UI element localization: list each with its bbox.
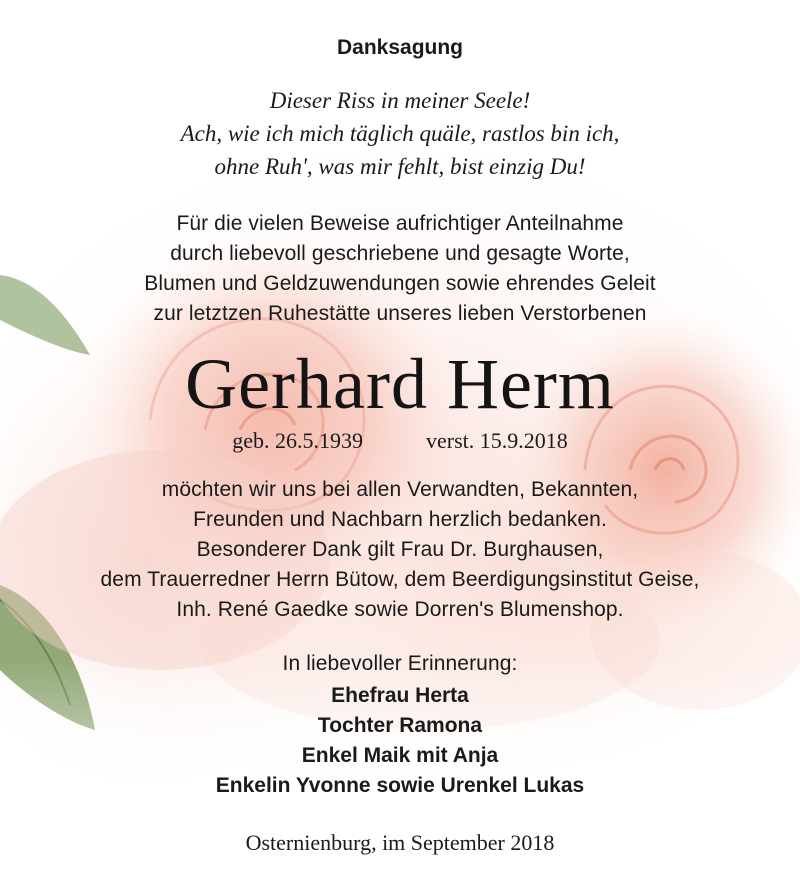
signer: Enkel Maik mit Anja	[301, 744, 499, 767]
heading: Danksagung	[336, 36, 464, 59]
intro-line: Blumen und Geldzuwendungen sowie ehrendes Geleit	[144, 272, 656, 295]
thanks-line: möchten wir uns bei allen Verwandten, Bekannten,	[161, 478, 639, 501]
poem-line: ohne Ruh', was mir fehlt, bist einzig Du!	[214, 154, 586, 179]
thanks-line: dem Trauerredner Herrn Bütow, dem Beerdigungsinstitut Geise,	[100, 568, 700, 591]
intro-line: zur letztzen Ruhestätte unseres lieben Verstorbenen	[153, 302, 647, 325]
thanks-line: Besonderer Dank gilt Frau Dr. Burghausen,	[196, 538, 604, 561]
poem-line: Dieser Riss in meiner Seele!	[269, 88, 531, 113]
birth-date: geb. 26.5.1939	[232, 428, 363, 453]
thanks-line: Inh. René Gaedke sowie Dorren's Blumenshop.	[176, 598, 624, 621]
poem-line: Ach, wie ich mich täglich quäle, rastlos bin ich,	[180, 121, 620, 146]
life-dates	[0, 428, 800, 454]
signer: Ehefrau Herta	[331, 684, 469, 707]
remembrance-label: In liebevoller Erinnerung:	[282, 652, 518, 675]
intro-line: Für die vielen Beweise aufrichtiger Anteilnahme	[176, 212, 624, 235]
place-and-date: Osternienburg, im September 2018	[245, 830, 555, 855]
deceased-name: Gerhard Herm	[185, 344, 615, 424]
death-date: verst. 15.9.2018	[426, 428, 568, 453]
signer: Tochter Ramona	[317, 714, 483, 737]
intro-line: durch liebevoll geschriebene und gesagte Worte,	[170, 242, 630, 265]
signer: Enkelin Yvonne sowie Urenkel Lukas	[215, 774, 585, 797]
thanks-line: Freunden und Nachbarn herzlich bedanken.	[193, 508, 607, 531]
